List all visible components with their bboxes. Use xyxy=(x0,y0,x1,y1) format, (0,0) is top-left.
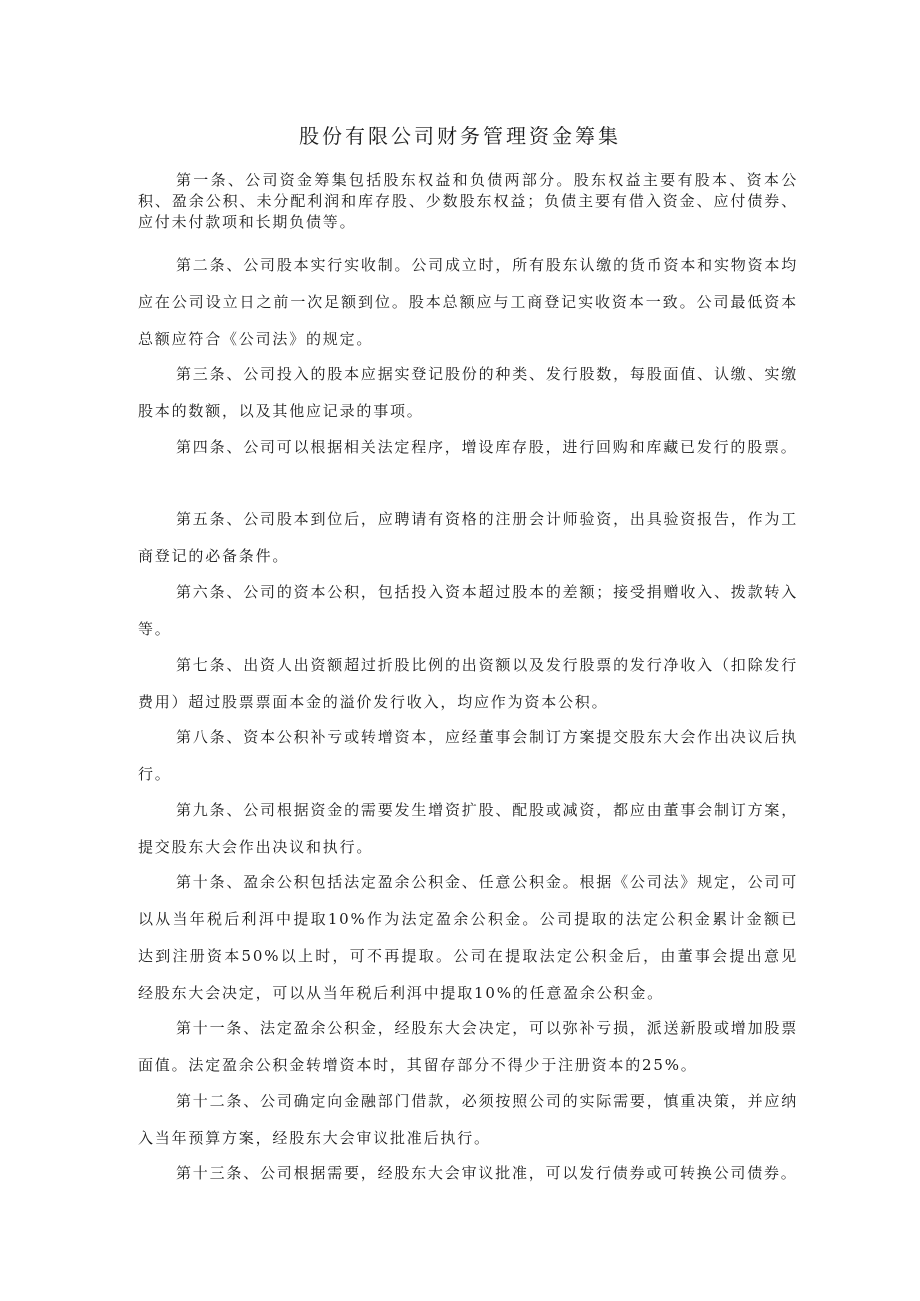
article-4: 第四条、公司可以根据相关法定程序，增设库存股，进行回购和库藏已发行的股票。 xyxy=(176,438,798,456)
article-3: 第三条、公司投入的股本应据实登记股份的种类、发行股数，每股面值、认缴、实缴股本的数额，以及其他应记录的事项。 xyxy=(138,365,798,420)
article-11: 第十一条、法定盈余公积金，经股东大会决定，可以弥补亏损，派送新股或增加股票面值。法定盈余公积金转增资本时，其留存部分不得少于注册资本的25%。 xyxy=(138,1019,798,1074)
document-title: 股份有限公司财务管理资金筹集 xyxy=(299,124,621,148)
article-5: 第五条、公司股本到位后，应聘请有资格的注册会计师验资，出具验资报告，作为工商登记的必备条件。 xyxy=(138,510,798,565)
article-6: 第六条、公司的资本公积，包括投入资本超过股本的差额；接受捐赠收入、拨款转入等。 xyxy=(138,583,798,638)
article-2: 第二条、公司股本实行实收制。公司成立时，所有股东认缴的货币资本和实物资本均应在公司设立日之前一次足额到位。股本总额应与工商登记实收资本一致。公司最低资本总额应符合《公司法》的规定。 xyxy=(138,256,798,348)
article-1: 第一条、公司资金筹集包括股东权益和负债两部分。股东权益主要有股本、资本公积、盈余公积、未分配利润和库存股、少数股东权益；负债主要有借入资金、应付债券、应付未付款项和长期负债等。 xyxy=(138,171,798,231)
article-7: 第七条、出资人出资额超过折股比例的出资额以及发行股票的发行净收入（扣除发行费用）超过股票票面本金的溢价发行收入，均应作为资本公积。 xyxy=(138,656,798,711)
article-9: 第九条、公司根据资金的需要发生增资扩股、配股或减资，都应由董事会制订方案，提交股东大会作出决议和执行。 xyxy=(138,801,798,856)
article-13: 第十三条、公司根据需要，经股东大会审议批准，可以发行债券或可转换公司债券。 xyxy=(176,1164,798,1182)
article-10: 第十条、盈余公积包括法定盈余公积金、任意公积金。根据《公司法》规定，公司可以从当年税后利洱中提取10%作为法定盈余公积金。公司提取的法定公积金累计金额已达到注册资本50%以上时，可不再提取。公司在提取法定公积金后，由董事会提出意见经股东大会决定，可以从当年税后利洱中提取10%的任意盈余公积金。 xyxy=(138,873,798,1002)
article-12: 第十二条、公司确定向金融部门借款，必须按照公司的实际需要，慎重决策，并应纳入当年预算方案，经股东大会审议批准后执行。 xyxy=(138,1092,798,1147)
article-8: 第八条、资本公积补亏或转增资本，应经董事会制订方案提交股东大会作出决议后执行。 xyxy=(138,728,798,783)
